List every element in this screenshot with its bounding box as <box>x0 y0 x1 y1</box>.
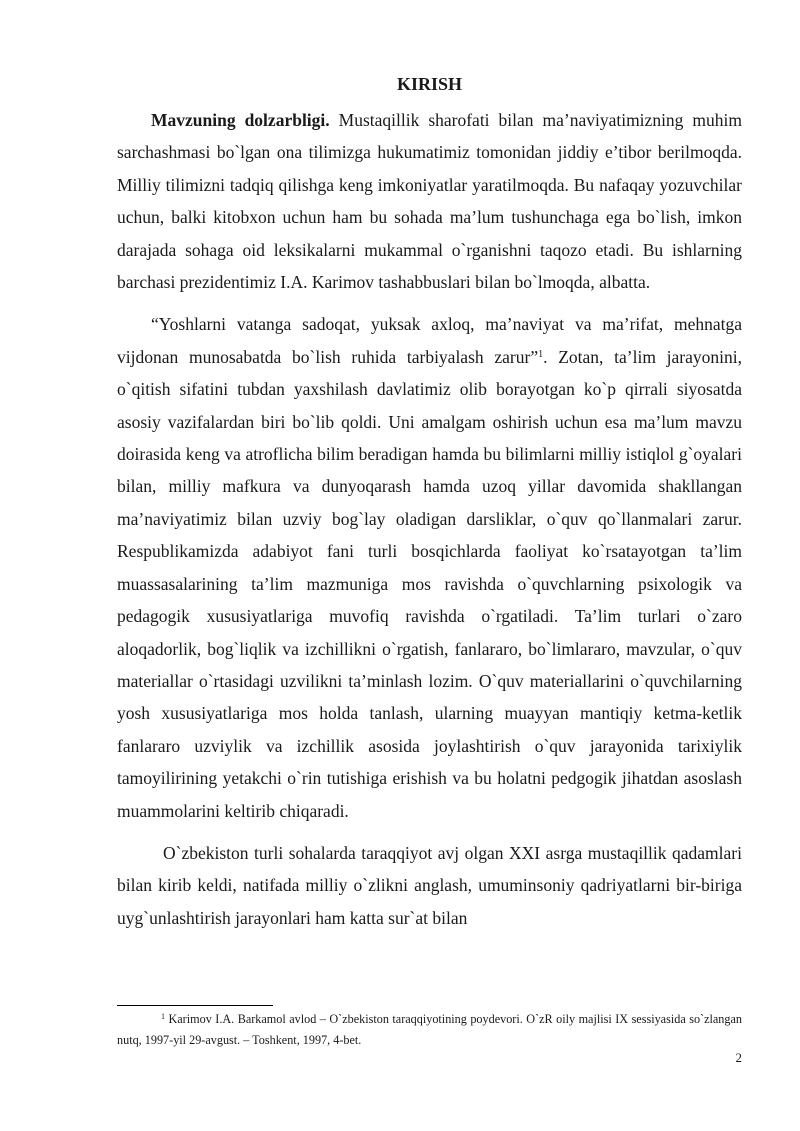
paragraph-2 <box>117 308 742 827</box>
page-title: KIRISH <box>396 74 463 94</box>
footnote-reference[interactable]: 1 <box>538 348 544 360</box>
paragraph-2-text: . Zotan, ta’lim jarayonini, o`qitish sifatini tubdan yaxshilash davlatimiz olib borayotgan ko`p qirrali siyosatda asosiy vazifalardan biri bo`lib qoldi. Uni amalgam oshirish uchun esa ma’lum mavzu doirasida keng va atroflicha bilim beradigan hamda bu bilimlarni milliy istiqlol g`oyalari bilan, milliy mafkura va dunyoqarash hamda uzoq yillar davomida shakllangan ma’naviyatimiz bilan uzviy bog`lay oladigan darsliklar, o`quv qo`llanmalari zarur. Respublikamizda adabiyot fani turli bosqichlarda faoliyat ko`rsatayotgan ta’lim muassasalarining ta’lim mazmuniga mos ravishda o`quvchlarning psixologik va pedagogik xususiyatlariga muvofiq ravishda o`rgatiladi. Ta’lim turlari o`zaro aloqadorlik, bog`liqlik va izchillikni o`rgatish, fanlararo, bo`limlararo, mavzular, o`quv materiallar o`rtasidagi uzvilikni ta’minlash lozim. O`quv materiallarini o`quvchilarning yosh xususiyatlariga mos holda tanlash, ularning muayyan mantiqiy ketma-ketlik fanlararo uzviylik va izchillik asosida joylashtirish o`quv jarayonida tarixiylik tamoyilirining yetakchi o`rin tutishiga erishish va bu holatni pedgogik jihatdan asoslash muammolarini keltirib chiqaradi. <box>117 346 743 821</box>
body-text <box>117 104 742 934</box>
page-number: 2 <box>735 1050 742 1065</box>
footnote <box>117 1009 742 1050</box>
footnote-text: Karimov I.A. Barkamol avlod – O`zbekiston taraqqiyotining poydevori. O`zR oily majlisi IX sessiyasida so`zlangan nutq, 1997-yil 29-avgust. – Toshkent, 1997, 4-bet. <box>117 1012 742 1047</box>
paragraph-3: O`zbekiston turli sohalarda taraqqiyot avj olgan XXI asrga mustaqillik qadamlari bilan kirib keldi, natifada milliy o`zlikni anglash, umuminsoniy qadriyatlarni bir-biriga uyg`unlashtirish jarayonlari ham katta sur`at bilan <box>117 842 742 928</box>
paragraph-lead: Mavzuning dolzarbligi. <box>151 110 330 130</box>
footnote-divider <box>117 1005 273 1006</box>
quote-text: “Yoshlarni vatanga sadoqat, yuksak axloq, ma’naviyat va ma’rifat, mehnatga vijdonan munosabatda bo`lish ruhida tarbiyalash zarur” <box>117 314 742 367</box>
paragraph-1 <box>117 104 742 298</box>
paragraph-1-text: Mustaqillik sharofati bilan ma’naviyatimizning muhim sarchashmasi bo`lgan ona tilimizga hukumatimiz tomonidan jiddiy e’tibor berilmoqda. Milliy tilimizni tadqiq qilishga keng imkoniyatlar yaratilmoqda. Bu nafaqay yozuvchilar uchun, balki kitobxon uchun ham bu sohada ma’lum tushunchaga ega bo`lish, imkon darajada sohaga oid leksikalarni mukammal o`rganishni taqozo etadi. Bu ishlarning barchasi prezidentimiz I.A. Karimov tashabbuslari bilan bo`lmoqda, albatta. <box>117 110 742 293</box>
footnote-number: 1 <box>161 1012 165 1021</box>
